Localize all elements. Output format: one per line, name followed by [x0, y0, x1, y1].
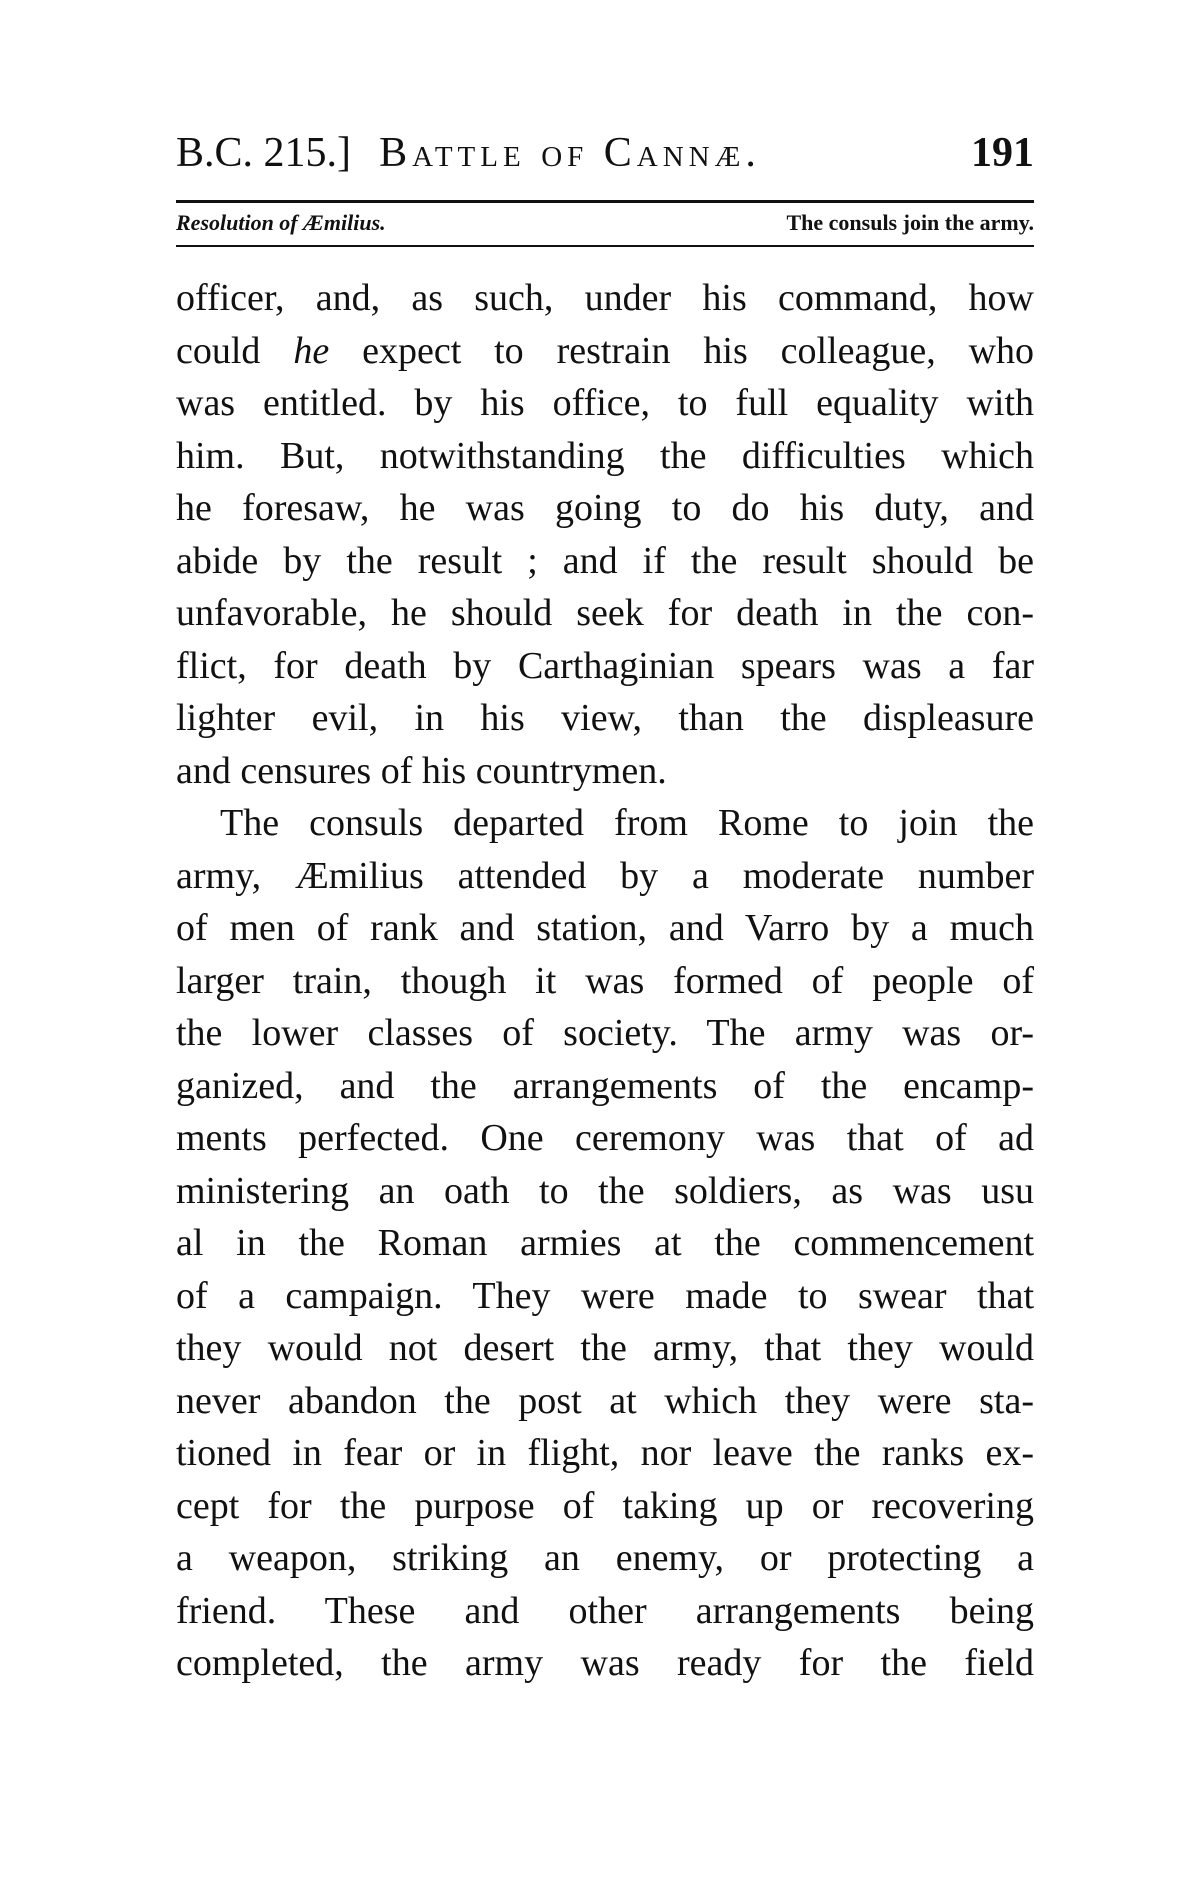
text-line: al in the Roman armies at the commencement	[176, 1222, 1034, 1264]
running-head-date: B.C. 215.]	[176, 130, 352, 176]
text-line: the lower classes of society. The army was or-	[176, 1012, 1034, 1054]
text-line: and censures of his countrymen.	[176, 749, 667, 792]
emphasized-word: he	[293, 329, 330, 372]
text-line: him. But, notwithstanding the difficulties which	[176, 434, 1034, 477]
text-line: a weapon, striking an enemy, or protecting a	[176, 1537, 1034, 1579]
text-line: officer, and, as such, under his command, how	[176, 277, 1034, 319]
text-line: army, Æmilius attended by a moderate number	[176, 854, 1034, 897]
text-line	[176, 325, 1034, 378]
text-line: ments perfected. One ceremony was that of ad	[176, 1117, 1034, 1159]
text-line: abide by the result ; and if the result should be	[176, 539, 1034, 582]
header-rule-bottom	[176, 245, 1034, 247]
text-line: was entitled. by his office, to full equality with	[176, 382, 1034, 424]
page-number: 191	[971, 130, 1034, 176]
text-line: he foresaw, he was going to do his duty, and	[176, 487, 1034, 529]
text-line: larger train, though it was formed of people of	[176, 959, 1034, 1002]
header-rule-top	[176, 200, 1034, 203]
text-line: completed, the army was ready for the field	[176, 1642, 1034, 1684]
text-line: never abandon the post at which they were sta-	[176, 1379, 1034, 1422]
marginal-subheadings	[176, 208, 1034, 238]
subheading-left: Resolution of Æmilius.	[176, 210, 386, 235]
text-line: flict, for death by Carthaginian spears was a far	[176, 644, 1034, 687]
text-span: expect to restrain his colleague, who	[362, 329, 1035, 372]
text-line: friend. These and other arrangements being	[176, 1589, 1034, 1632]
text-span: could	[176, 329, 261, 372]
text-line: ministering an oath to the soldiers, as was usu	[176, 1169, 1034, 1212]
text-line: ganized, and the arrangements of the encamp-	[176, 1064, 1034, 1107]
running-head-title: Battle of Cannæ.	[379, 130, 761, 176]
subheading-right: The consuls join the army.	[786, 210, 1034, 235]
text-line: lighter evil, in his view, than the displeasure	[176, 697, 1034, 739]
running-head	[176, 128, 1034, 178]
text-line: tioned in fear or in flight, nor leave the ranks ex-	[176, 1432, 1034, 1474]
text-line: The consuls departed from Rome to join the	[220, 802, 1034, 844]
text-line: unfavorable, he should seek for death in the con-	[176, 592, 1034, 634]
text-line: they would not desert the army, that they would	[176, 1327, 1034, 1369]
text-line: cept for the purpose of taking up or recovering	[176, 1484, 1034, 1527]
text-line: of men of rank and station, and Varro by a much	[176, 907, 1034, 949]
text-line: of a campaign. They were made to swear that	[176, 1274, 1034, 1317]
body-text	[176, 272, 1034, 1690]
